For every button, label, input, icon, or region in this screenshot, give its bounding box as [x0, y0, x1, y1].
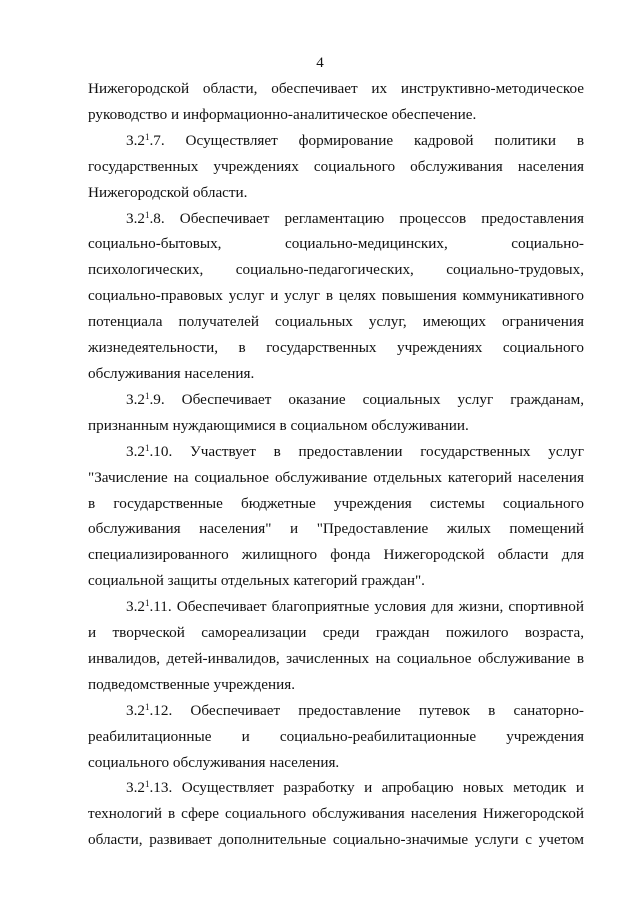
text-line: руководство и информационно-аналитическое обеспечение. — [88, 105, 477, 123]
text-line: государственных учреждениях социального обслуживания населения — [88, 157, 584, 175]
text-line: подведомственные учреждения. — [88, 675, 296, 693]
text-line: "Зачисление на социальное обслуживание отдельных категорий населения — [88, 468, 584, 486]
text-line: Нижегородской области, обеспечивает их инструктивно-методическое — [88, 80, 584, 97]
text-line: в государственные бюджетные учреждения системы социального — [88, 494, 584, 512]
clause-number: $3.2^1.13$. — [126, 779, 173, 797]
clause-number: $3.2^1.11$. — [126, 598, 172, 616]
text-line: $3.2^1.12$. Обеспечивает предоставление путевок в санаторно- — [126, 701, 584, 719]
paragraph-continuation — [88, 76, 584, 128]
paragraph-3-2-1-13 — [88, 775, 584, 853]
page-number: 4 — [316, 55, 324, 71]
clause-number: $3.2^1.12$. — [126, 701, 173, 719]
paragraph-3-2-1-8 — [88, 206, 584, 387]
text-line: социальной защиты отдельных категорий граждан". — [88, 572, 425, 590]
text-line: жизнедеятельности, в государственных учреждениях социального — [88, 339, 584, 357]
text-line: технологий в сфере социального обслуживания населения Нижегородской — [88, 805, 584, 823]
paragraph-3-2-1-12 — [88, 698, 584, 776]
text-line: психологических, социально-педагогических, социально-трудовых, — [88, 261, 584, 279]
document-body — [88, 76, 584, 853]
text-line: потенциала получателей социальных услуг, имеющих ограничения — [88, 313, 584, 331]
text-line: социально-бытовых, социально-медицинских, социально- — [88, 235, 584, 253]
text-line: Нижегородской области. — [88, 183, 248, 201]
text-line: социального обслуживания населения. — [88, 753, 340, 771]
text-line: обслуживания населения. — [88, 364, 255, 382]
text-line: признанным нуждающимися в социальном обслуживании. — [88, 416, 469, 434]
text-line: $3.2^1.10$. Участвует в предоставлении государственных услуг — [126, 442, 584, 460]
text-line: специализированного жилищного фонда Нижегородской области для — [88, 546, 584, 564]
text-line: $3.2^1.11$. Обеспечивает благоприятные условия для жизни, спортивной — [126, 598, 584, 616]
clause-number: $3.2^1.7$. — [126, 131, 165, 149]
text-line: реабилитационные и социально-реабилитационные учреждения — [88, 727, 584, 745]
text-line: $3.2^1.9$. Обеспечивает оказание социальных услуг гражданам, — [126, 390, 584, 408]
paragraph-3-2-1-11 — [88, 594, 584, 698]
text-line: инвалидов, детей-инвалидов, зачисленных на социальное обслуживание в — [88, 649, 584, 667]
clause-number: $3.2^1.8$. — [126, 209, 165, 227]
text-line: $3.2^1.7$. Осуществляет формирование кадровой политики в — [126, 131, 584, 149]
clause-number: $3.2^1.10$. — [126, 442, 173, 460]
text-line: социально-правовых услуг и услуг в целях повышения коммуникативного — [88, 287, 584, 305]
paragraph-3-2-1-10 — [88, 439, 584, 594]
text-line: $3.2^1.13$. Осуществляет разработку и апробацию новых методик и — [126, 779, 584, 797]
clause-number: $3.2^1.9$. — [126, 390, 165, 408]
text-line: $3.2^1.8$. Обеспечивает регламентацию процессов предоставления — [126, 209, 584, 227]
paragraph-3-2-1-9 — [88, 387, 584, 439]
text-line: обслуживания населения" и "Предоставление жилых помещений — [88, 520, 584, 538]
text-line: и творческой самореализации среди граждан пожилого возраста, — [88, 624, 584, 642]
text-line: области, развивает дополнительные социально-значимые услуги с учетом — [88, 831, 584, 849]
paragraph-3-2-1-7 — [88, 128, 584, 206]
